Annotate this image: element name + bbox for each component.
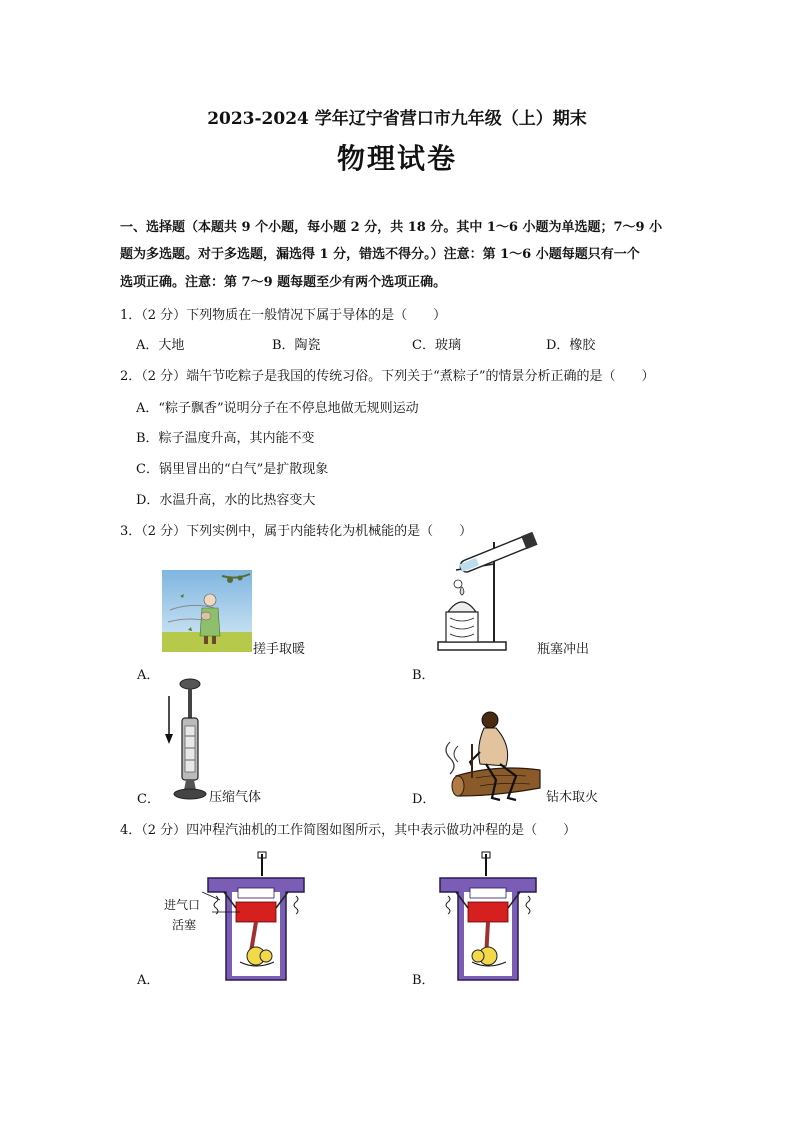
section-instructions-line-2: 题为多选题。对于多选题，漏选得 1 分，错选不得分。）注意：第 1～6 小题每题只有一个 <box>120 247 640 262</box>
q3-option-b-letter: B． <box>412 668 435 683</box>
q2-option-d: D．水温升高，水的比热容变大 <box>136 493 316 508</box>
question-1-stem: 1．（2 分）下列物质在一般情况下属于导体的是（ ） <box>120 308 447 323</box>
q3-option-a-letter: A． <box>137 668 160 683</box>
exam-title: 2023-2024 学年辽宁省营口市九年级（上）期末 <box>207 109 587 129</box>
engine-diagram-b <box>434 852 544 982</box>
q1-option-b: B．陶瓷 <box>272 338 321 353</box>
q2-option-a: A．“粽子飘香”说明分子在不停息地做无规则运动 <box>136 401 419 416</box>
section-instructions-line-1: 一、选择题（本题共 9 个小题，每小题 2 分，共 18 分。其中 1～6 小题为单选题；7～9 小 <box>120 220 663 235</box>
wood-drilling-fire-picture <box>436 706 546 802</box>
q4-option-a-letter: A． <box>137 973 160 988</box>
q3-option-d-letter: D． <box>412 792 436 807</box>
q4-option-b-letter: B． <box>412 973 435 988</box>
section-instructions-line-3: 选项正确。注意：第 7～9 题每题至少有两个选项正确。 <box>120 275 447 290</box>
q3-option-b-caption: 瓶塞冲出 <box>537 642 590 657</box>
q2-option-b: B．粽子温度升高，其内能不变 <box>136 431 315 446</box>
piston-label: 活塞 <box>172 918 197 932</box>
engine-diagram-a <box>200 852 310 982</box>
q1-option-a: A．大地 <box>136 338 185 353</box>
intake-label: 进气口 <box>164 898 201 912</box>
q3-option-a-caption: 搓手取暖 <box>253 642 306 657</box>
exam-subtitle: 物理试卷 <box>336 142 457 175</box>
question-3-stem: 3．（2 分）下列实例中，属于内能转化为机械能的是（ ） <box>120 524 473 539</box>
question-2-stem: 2．（2 分）端午节吃粽子是我国的传统习俗。下列关于“煮粽子”的情景分析正确的是（ ） <box>120 369 655 384</box>
q1-option-c: C．玻璃 <box>412 338 461 353</box>
q3-option-d-caption: 钻木取火 <box>546 790 599 805</box>
question-4-stem: 4．（2 分）四冲程汽油机的工作简图如图所示，其中表示做功冲程的是（ ） <box>120 823 577 838</box>
q3-option-c-caption: 压缩气体 <box>209 790 262 805</box>
q1-option-d: D．橡胶 <box>546 338 596 353</box>
q2-option-c: C．锅里冒出的“白气”是扩散现象 <box>136 462 329 477</box>
hand-rubbing-picture <box>162 570 252 652</box>
gas-compression-device <box>160 676 210 802</box>
q3-option-c-letter: C． <box>137 792 160 807</box>
cork-popping-apparatus <box>436 534 540 656</box>
